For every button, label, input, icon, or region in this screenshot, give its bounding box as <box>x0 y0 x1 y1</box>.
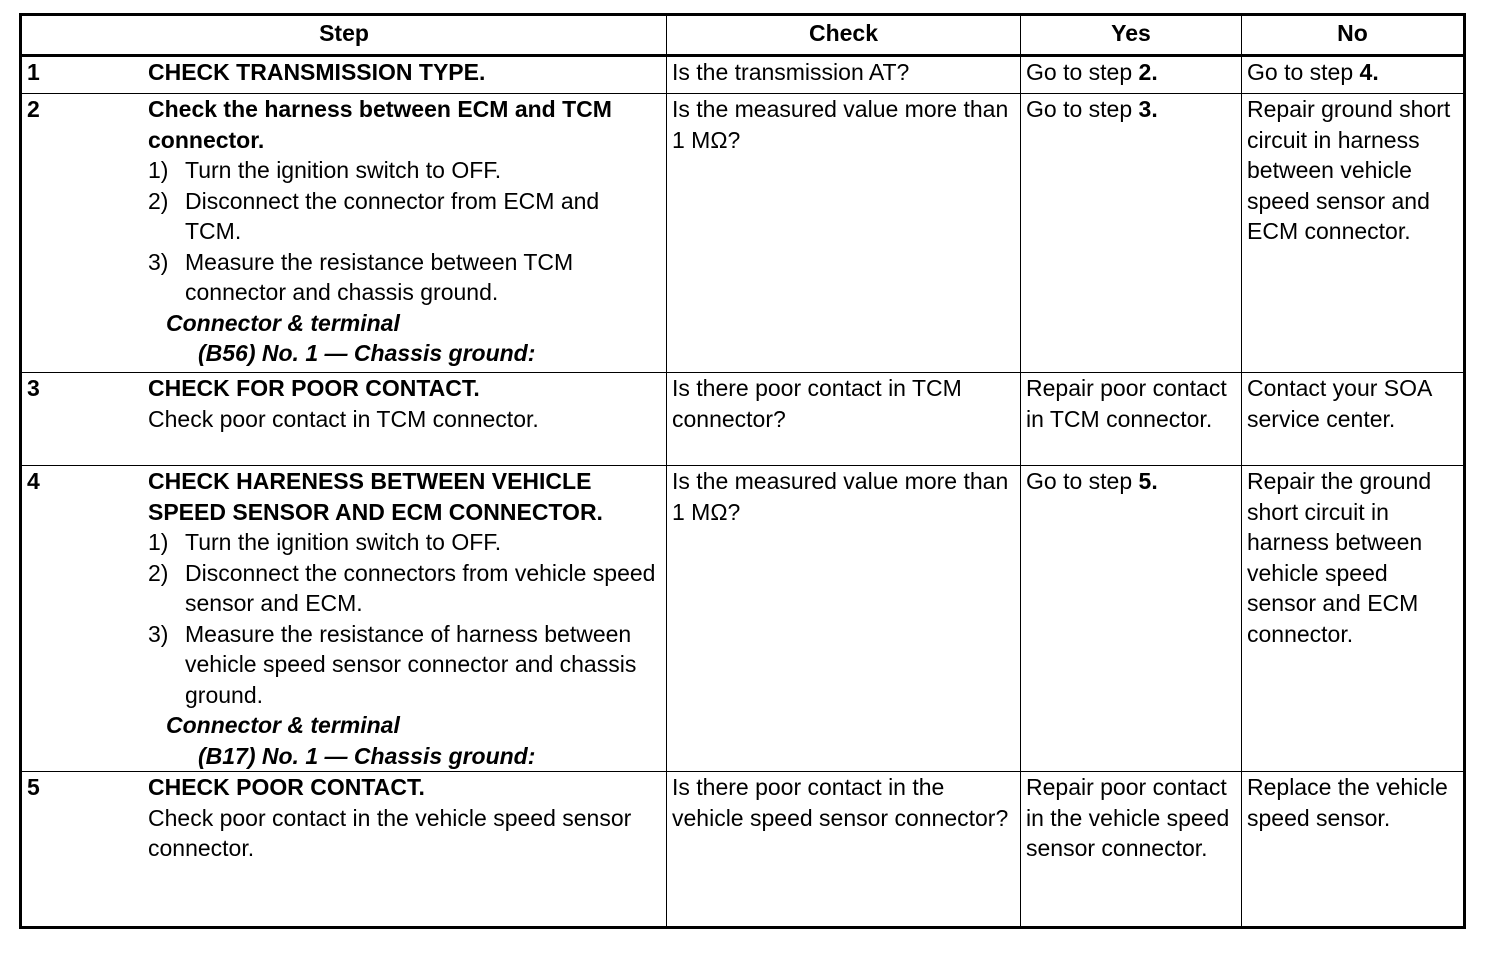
substep <box>148 527 660 558</box>
header-yes: Yes <box>1021 15 1242 56</box>
step-number: 3 <box>27 375 40 401</box>
header-check: Check <box>667 15 1021 56</box>
yes-step-ref: 5 <box>1138 468 1152 494</box>
step-title: Check the harness between ECM and TCM connector. <box>148 96 612 153</box>
table-row <box>21 373 1465 466</box>
substep-text: Disconnect the connectors from vehicle speed sensor and ECM. <box>185 559 656 616</box>
yes-suffix: . <box>1151 468 1158 494</box>
substep-index: 2) <box>148 559 169 586</box>
substep <box>148 155 660 186</box>
yes-suffix: . <box>1151 96 1158 122</box>
header-row <box>21 15 1465 56</box>
substep-index: 3) <box>148 248 169 275</box>
check-cell: Is the transmission AT? <box>667 56 1021 94</box>
diagnostic-table <box>19 13 1466 929</box>
table-row <box>21 56 1465 94</box>
no-cell: Repair ground short circuit in harness between vehicle speed sensor and ECM connector. <box>1242 94 1465 373</box>
substep-text: Turn the ignition switch to OFF. <box>185 529 502 555</box>
substep-index: 2) <box>148 187 169 214</box>
no-suffix: . <box>1372 59 1379 85</box>
substep <box>148 558 660 619</box>
substep-index: 1) <box>148 529 169 555</box>
substep-list <box>148 155 660 308</box>
connector-value: (B56) No. 1 — Chassis ground: <box>198 340 536 366</box>
substep-text: Measure the resistance of harness between vehicle speed sensor connector and chassis ground. <box>185 620 637 708</box>
no-cell: Replace the vehicle speed sensor. <box>1242 772 1465 928</box>
step-title: CHECK FOR POOR CONTACT. <box>148 375 480 401</box>
no-cell: Contact your SOA service center. <box>1242 373 1465 466</box>
step-title: CHECK TRANSMISSION TYPE. <box>148 59 486 85</box>
yes-step-ref: 2 <box>1138 59 1152 85</box>
check-cell: Is there poor contact in TCM connector? <box>667 373 1021 466</box>
substep-list <box>148 527 660 710</box>
yes-cell <box>1021 56 1242 94</box>
header-step: Step <box>21 15 667 56</box>
substep-index: 3) <box>148 620 169 647</box>
check-cell: Is the measured value more than 1 MΩ? <box>667 466 1021 772</box>
connector-label: Connector & terminal <box>166 712 400 738</box>
check-cell: Is there poor contact in the vehicle speed sensor connector? <box>667 772 1021 928</box>
step-cell <box>21 466 667 772</box>
table-row <box>21 466 1465 772</box>
step-body: Check poor contact in TCM connector. <box>148 405 539 432</box>
no-prefix: Go to step <box>1247 59 1360 85</box>
substep <box>148 247 660 308</box>
step-cell <box>21 56 667 94</box>
check-cell: Is the measured value more than 1 MΩ? <box>667 94 1021 373</box>
yes-prefix: Go to step <box>1026 96 1139 122</box>
step-cell <box>21 772 667 928</box>
yes-cell <box>1021 94 1242 373</box>
step-body: Check poor contact in the vehicle speed sensor connector. <box>148 804 632 861</box>
yes-suffix: . <box>1151 59 1158 85</box>
connector-label: Connector & terminal <box>166 309 400 336</box>
step-number: 4 <box>27 468 40 494</box>
substep-text: Measure the resistance between TCM connector and chassis ground. <box>185 248 574 305</box>
step-title: CHECK HARENESS BETWEEN VEHICLE SPEED SENSOR AND ECM CONNECTOR. <box>148 468 603 525</box>
table-row <box>21 772 1465 928</box>
no-step-ref: 4 <box>1359 59 1373 85</box>
substep-text: Disconnect the connector from ECM and TCM. <box>185 187 600 244</box>
substep <box>148 619 660 711</box>
substep-index: 1) <box>148 157 169 183</box>
substep <box>148 186 660 247</box>
connector-value: (B17) No. 1 — Chassis ground: <box>198 742 536 769</box>
header-no: No <box>1242 15 1465 56</box>
yes-prefix: Go to step <box>1026 468 1139 494</box>
step-cell <box>21 373 667 466</box>
step-number: 2 <box>27 96 40 122</box>
yes-cell: Repair poor contact in the vehicle speed sensor connector. <box>1021 772 1242 928</box>
yes-cell <box>1021 466 1242 772</box>
step-cell <box>21 94 667 373</box>
substep-text: Turn the ignition switch to OFF. <box>185 157 502 183</box>
table-row <box>21 94 1465 373</box>
no-cell: Repair the ground short circuit in harness between vehicle speed sensor and ECM connector. <box>1242 466 1465 772</box>
yes-step-ref: 3 <box>1138 96 1152 122</box>
yes-cell: Repair poor contact in TCM connector. <box>1021 373 1242 466</box>
step-number: 5 <box>27 774 40 800</box>
yes-prefix: Go to step <box>1026 59 1139 85</box>
step-title: CHECK POOR CONTACT. <box>148 774 425 800</box>
no-cell <box>1242 56 1465 94</box>
step-number: 1 <box>27 59 40 85</box>
